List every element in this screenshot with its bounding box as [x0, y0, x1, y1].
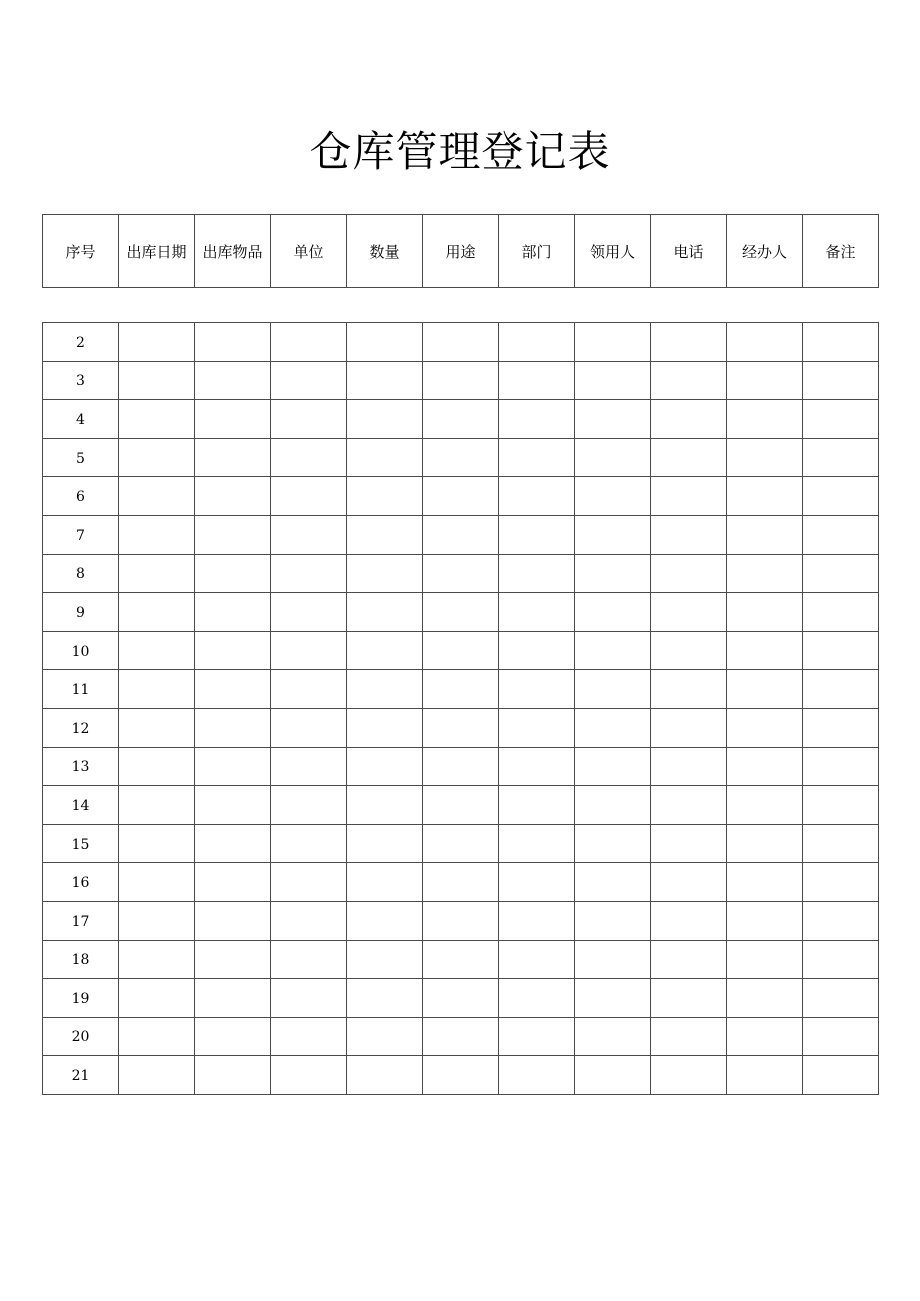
empty-cell — [119, 323, 195, 362]
empty-cell — [195, 824, 271, 863]
empty-cell — [727, 438, 803, 477]
table-row — [43, 1017, 879, 1056]
empty-cell — [803, 438, 879, 477]
empty-cell — [803, 940, 879, 979]
empty-cell — [195, 786, 271, 825]
empty-cell — [651, 515, 727, 554]
empty-cell — [499, 901, 575, 940]
empty-cell — [423, 863, 499, 902]
empty-cell — [803, 361, 879, 400]
empty-cell — [271, 323, 347, 362]
empty-cell — [727, 400, 803, 439]
empty-cell — [651, 631, 727, 670]
empty-cell — [575, 670, 651, 709]
empty-cell — [271, 593, 347, 632]
column-header: 数量 — [347, 215, 423, 288]
empty-cell — [803, 400, 879, 439]
empty-cell — [575, 477, 651, 516]
empty-cell — [499, 438, 575, 477]
empty-cell — [195, 554, 271, 593]
empty-cell — [423, 708, 499, 747]
empty-cell — [347, 515, 423, 554]
empty-cell — [119, 708, 195, 747]
empty-cell — [271, 979, 347, 1018]
table-row — [43, 361, 879, 400]
empty-cell — [651, 593, 727, 632]
column-header: 领用人 — [575, 215, 651, 288]
row-number: 2 — [43, 323, 119, 362]
empty-cell — [727, 747, 803, 786]
table-row — [43, 323, 879, 362]
empty-cell — [803, 979, 879, 1018]
empty-cell — [575, 400, 651, 439]
empty-cell — [119, 1056, 195, 1095]
empty-cell — [195, 515, 271, 554]
empty-cell — [727, 1056, 803, 1095]
empty-cell — [271, 438, 347, 477]
empty-cell — [651, 477, 727, 516]
empty-cell — [271, 708, 347, 747]
empty-cell — [651, 438, 727, 477]
empty-cell — [423, 593, 499, 632]
empty-cell — [727, 631, 803, 670]
empty-cell — [727, 1017, 803, 1056]
empty-cell — [119, 940, 195, 979]
empty-cell — [423, 824, 499, 863]
empty-cell — [727, 477, 803, 516]
empty-cell — [347, 1056, 423, 1095]
empty-cell — [651, 863, 727, 902]
empty-cell — [271, 786, 347, 825]
row-number: 13 — [43, 747, 119, 786]
empty-cell — [347, 477, 423, 516]
empty-cell — [423, 515, 499, 554]
row-number: 3 — [43, 361, 119, 400]
empty-cell — [499, 824, 575, 863]
empty-cell — [347, 438, 423, 477]
row-number: 18 — [43, 940, 119, 979]
empty-cell — [195, 631, 271, 670]
empty-cell — [727, 708, 803, 747]
empty-cell — [803, 1056, 879, 1095]
empty-cell — [727, 554, 803, 593]
row-number: 21 — [43, 1056, 119, 1095]
empty-cell — [423, 979, 499, 1018]
empty-cell — [195, 747, 271, 786]
empty-cell — [575, 438, 651, 477]
register-body — [43, 323, 879, 1095]
row-number: 8 — [43, 554, 119, 593]
empty-cell — [499, 940, 575, 979]
empty-cell — [347, 593, 423, 632]
empty-cell — [651, 979, 727, 1018]
empty-cell — [575, 979, 651, 1018]
empty-cell — [651, 708, 727, 747]
empty-cell — [195, 323, 271, 362]
empty-cell — [803, 670, 879, 709]
empty-cell — [119, 361, 195, 400]
empty-cell — [727, 901, 803, 940]
empty-cell — [119, 631, 195, 670]
empty-cell — [271, 631, 347, 670]
empty-cell — [651, 361, 727, 400]
empty-cell — [271, 1017, 347, 1056]
empty-cell — [803, 786, 879, 825]
empty-cell — [119, 438, 195, 477]
row-number: 20 — [43, 1017, 119, 1056]
empty-cell — [575, 1056, 651, 1095]
row-number: 10 — [43, 631, 119, 670]
empty-cell — [195, 477, 271, 516]
empty-cell — [423, 400, 499, 439]
empty-cell — [271, 554, 347, 593]
empty-cell — [499, 979, 575, 1018]
empty-cell — [347, 979, 423, 1018]
empty-cell — [271, 515, 347, 554]
empty-cell — [347, 554, 423, 593]
row-number: 17 — [43, 901, 119, 940]
empty-cell — [271, 361, 347, 400]
empty-cell — [651, 824, 727, 863]
empty-cell — [423, 323, 499, 362]
empty-cell — [727, 361, 803, 400]
empty-cell — [347, 323, 423, 362]
column-header: 电话 — [651, 215, 727, 288]
empty-cell — [803, 708, 879, 747]
empty-cell — [347, 1017, 423, 1056]
empty-cell — [499, 1056, 575, 1095]
empty-cell — [271, 477, 347, 516]
table-row — [43, 438, 879, 477]
empty-cell — [347, 361, 423, 400]
empty-cell — [271, 863, 347, 902]
empty-cell — [575, 786, 651, 825]
empty-cell — [499, 323, 575, 362]
table-row — [43, 786, 879, 825]
row-number: 16 — [43, 863, 119, 902]
empty-cell — [119, 515, 195, 554]
empty-cell — [347, 631, 423, 670]
empty-cell — [347, 708, 423, 747]
empty-cell — [195, 438, 271, 477]
table-row — [43, 863, 879, 902]
empty-cell — [651, 901, 727, 940]
empty-cell — [651, 1017, 727, 1056]
header-table — [42, 214, 879, 288]
empty-cell — [195, 400, 271, 439]
empty-cell — [651, 323, 727, 362]
row-number: 9 — [43, 593, 119, 632]
empty-cell — [195, 940, 271, 979]
table-row — [43, 400, 879, 439]
empty-cell — [271, 1056, 347, 1095]
empty-cell — [119, 901, 195, 940]
empty-cell — [651, 786, 727, 825]
empty-cell — [575, 901, 651, 940]
column-header: 单位 — [271, 215, 347, 288]
empty-cell — [727, 323, 803, 362]
empty-cell — [195, 361, 271, 400]
empty-cell — [575, 593, 651, 632]
empty-cell — [803, 593, 879, 632]
empty-cell — [575, 940, 651, 979]
empty-cell — [499, 361, 575, 400]
empty-cell — [347, 824, 423, 863]
empty-cell — [423, 477, 499, 516]
empty-cell — [803, 824, 879, 863]
empty-cell — [271, 940, 347, 979]
empty-cell — [195, 1017, 271, 1056]
empty-cell — [423, 438, 499, 477]
empty-cell — [575, 554, 651, 593]
empty-cell — [727, 670, 803, 709]
row-number: 7 — [43, 515, 119, 554]
column-header: 出库物品 — [195, 215, 271, 288]
empty-cell — [575, 863, 651, 902]
empty-cell — [803, 747, 879, 786]
empty-cell — [119, 593, 195, 632]
empty-cell — [575, 361, 651, 400]
register-table — [42, 322, 879, 1095]
empty-cell — [803, 323, 879, 362]
empty-cell — [499, 863, 575, 902]
empty-cell — [803, 477, 879, 516]
empty-cell — [119, 477, 195, 516]
empty-cell — [195, 901, 271, 940]
empty-cell — [575, 515, 651, 554]
empty-cell — [423, 786, 499, 825]
empty-cell — [119, 979, 195, 1018]
empty-cell — [195, 670, 271, 709]
empty-cell — [347, 940, 423, 979]
column-header: 备注 — [803, 215, 879, 288]
empty-cell — [119, 400, 195, 439]
empty-cell — [271, 747, 347, 786]
empty-cell — [575, 631, 651, 670]
row-number: 6 — [43, 477, 119, 516]
empty-cell — [651, 554, 727, 593]
empty-cell — [499, 400, 575, 439]
table-row — [43, 824, 879, 863]
table-row — [43, 593, 879, 632]
empty-cell — [423, 670, 499, 709]
empty-cell — [271, 824, 347, 863]
empty-cell — [575, 323, 651, 362]
empty-cell — [195, 1056, 271, 1095]
empty-cell — [119, 554, 195, 593]
empty-cell — [423, 554, 499, 593]
table-row — [43, 901, 879, 940]
empty-cell — [271, 670, 347, 709]
empty-cell — [347, 786, 423, 825]
empty-cell — [195, 979, 271, 1018]
empty-cell — [499, 477, 575, 516]
empty-cell — [347, 400, 423, 439]
empty-cell — [499, 708, 575, 747]
row-number: 19 — [43, 979, 119, 1018]
table-row — [43, 554, 879, 593]
empty-cell — [651, 747, 727, 786]
table-row — [43, 708, 879, 747]
table-row — [43, 515, 879, 554]
empty-cell — [499, 554, 575, 593]
table-row — [43, 979, 879, 1018]
column-header: 部门 — [499, 215, 575, 288]
empty-cell — [651, 670, 727, 709]
table-row — [43, 477, 879, 516]
empty-cell — [803, 515, 879, 554]
empty-cell — [423, 901, 499, 940]
row-number: 14 — [43, 786, 119, 825]
empty-cell — [119, 863, 195, 902]
empty-cell — [727, 824, 803, 863]
table-row — [43, 1056, 879, 1095]
table-row — [43, 670, 879, 709]
empty-cell — [651, 400, 727, 439]
empty-cell — [347, 901, 423, 940]
column-header: 出库日期 — [119, 215, 195, 288]
empty-cell — [119, 1017, 195, 1056]
empty-cell — [271, 901, 347, 940]
row-number: 4 — [43, 400, 119, 439]
empty-cell — [499, 515, 575, 554]
empty-cell — [803, 631, 879, 670]
empty-cell — [499, 786, 575, 825]
empty-cell — [803, 901, 879, 940]
empty-cell — [727, 979, 803, 1018]
empty-cell — [271, 400, 347, 439]
empty-cell — [727, 940, 803, 979]
column-header: 序号 — [43, 215, 119, 288]
empty-cell — [575, 708, 651, 747]
empty-cell — [423, 631, 499, 670]
empty-cell — [499, 631, 575, 670]
table-row — [43, 631, 879, 670]
document-title: 仓库管理登记表 — [309, 127, 611, 176]
empty-cell — [195, 593, 271, 632]
row-number: 5 — [43, 438, 119, 477]
empty-cell — [575, 747, 651, 786]
empty-cell — [727, 786, 803, 825]
empty-cell — [423, 361, 499, 400]
empty-cell — [499, 670, 575, 709]
column-header: 用途 — [423, 215, 499, 288]
empty-cell — [727, 515, 803, 554]
empty-cell — [347, 670, 423, 709]
empty-cell — [727, 863, 803, 902]
empty-cell — [575, 824, 651, 863]
empty-cell — [119, 670, 195, 709]
empty-cell — [803, 554, 879, 593]
empty-cell — [575, 1017, 651, 1056]
row-number: 11 — [43, 670, 119, 709]
empty-cell — [347, 863, 423, 902]
empty-cell — [423, 940, 499, 979]
empty-cell — [803, 1017, 879, 1056]
empty-cell — [119, 824, 195, 863]
header-row — [43, 215, 879, 288]
empty-cell — [499, 1017, 575, 1056]
empty-cell — [423, 1017, 499, 1056]
empty-cell — [347, 747, 423, 786]
empty-cell — [195, 863, 271, 902]
empty-cell — [651, 1056, 727, 1095]
empty-cell — [651, 940, 727, 979]
empty-cell — [803, 863, 879, 902]
empty-cell — [727, 593, 803, 632]
row-number: 12 — [43, 708, 119, 747]
empty-cell — [423, 1056, 499, 1095]
column-header: 经办人 — [727, 215, 803, 288]
empty-cell — [423, 747, 499, 786]
empty-cell — [119, 786, 195, 825]
empty-cell — [499, 747, 575, 786]
empty-cell — [195, 708, 271, 747]
table-row — [43, 747, 879, 786]
empty-cell — [499, 593, 575, 632]
empty-cell — [119, 747, 195, 786]
row-number: 15 — [43, 824, 119, 863]
table-row — [43, 940, 879, 979]
